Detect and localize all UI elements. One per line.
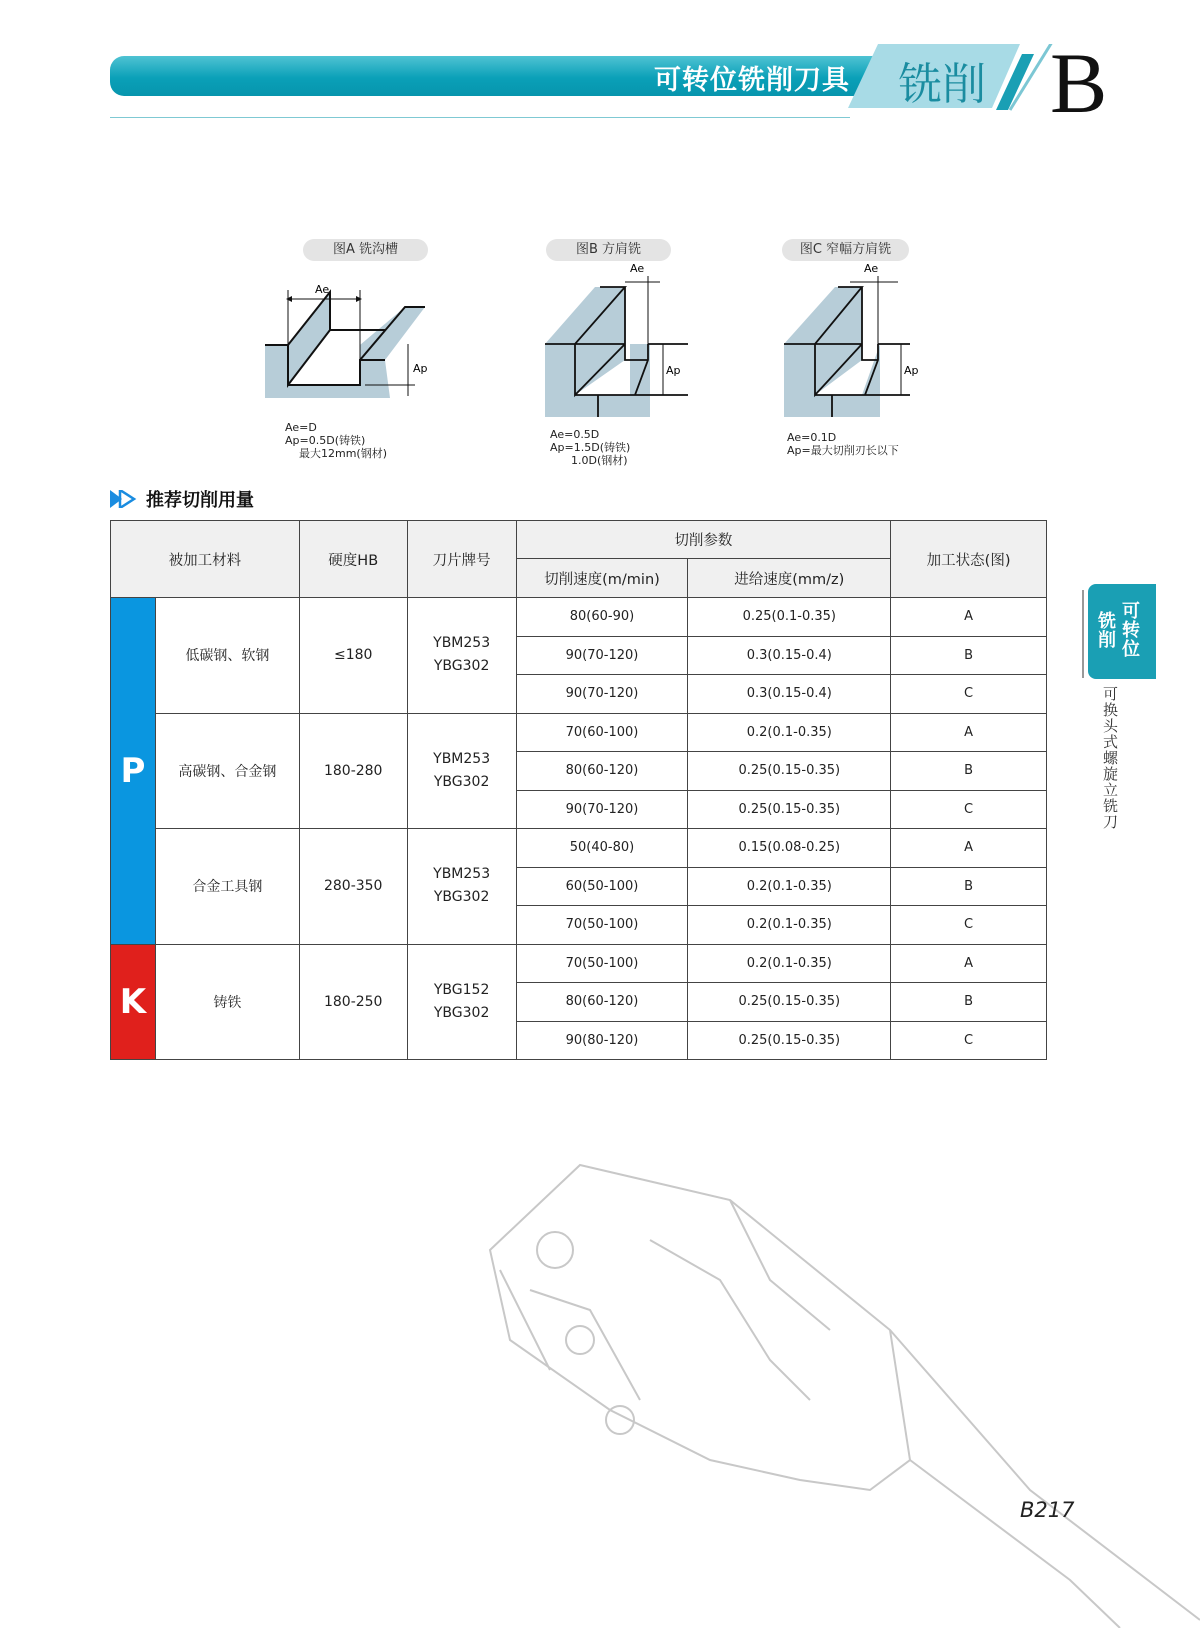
cutting-speed: 70(50-100) [516,944,688,983]
cutting-parameters-table [110,520,1047,1060]
feed-rate: 0.25(0.15-0.35) [688,790,891,829]
feed-rate: 0.3(0.15-0.4) [688,636,891,675]
machining-state: B [891,752,1047,791]
figure-b-ap-label: Ap [666,364,681,377]
table-row [111,713,1047,752]
insert-grade: YBM253 YBG302 [407,713,516,829]
side-tab-subtitle: 可换头式螺旋立铣刀 [1101,686,1119,830]
cutting-speed: 90(80-120) [516,1021,688,1060]
feed-rate: 0.25(0.15-0.35) [688,1021,891,1060]
section-letter: B [1050,35,1108,131]
side-tab[interactable] [1088,584,1156,679]
machining-state: C [891,1021,1047,1060]
header-divider [110,117,850,118]
figure-c-note: Ae=0.1D Ap=最大切削刃长以下 [787,431,899,457]
machining-state: B [891,867,1047,906]
cutting-speed: 60(50-100) [516,867,688,906]
feed-rate: 0.2(0.1-0.35) [688,906,891,945]
header-params: 切削参数 [516,521,891,559]
feed-rate: 0.3(0.15-0.4) [688,675,891,714]
insert-grade: YBG152 YBG302 [407,944,516,1060]
hardness-value: 180-250 [299,944,407,1060]
insert-grade: YBM253 YBG302 [407,829,516,945]
cutting-speed: 50(40-80) [516,829,688,868]
double-chevron-right-icon [110,490,138,508]
header-feed: 进给速度(mm/z) [688,559,891,598]
cutting-speed: 80(60-90) [516,598,688,637]
feed-rate: 0.15(0.08-0.25) [688,829,891,868]
header-speed: 切削速度(m/min) [516,559,688,598]
machining-state: C [891,675,1047,714]
figure-c-title: 图C 窄幅方肩铣 [782,239,909,261]
feed-rate: 0.2(0.1-0.35) [688,713,891,752]
feed-rate: 0.25(0.15-0.35) [688,752,891,791]
machining-state: A [891,598,1047,637]
cutting-speed: 90(70-120) [516,675,688,714]
figure-c-ap-label: Ap [904,364,919,377]
cutting-speed: 80(60-120) [516,983,688,1022]
side-tab-line2: 铣削 [1098,611,1116,651]
figure-a-title: 图A 铣沟槽 [303,239,428,261]
header-material: 被加工材料 [111,521,300,598]
material-name: 高碳钢、合金钢 [155,713,299,829]
machining-state: C [891,906,1047,945]
machining-state: A [891,944,1047,983]
milling-cutter-illustration [470,1160,1200,1628]
page-number: B217 [1020,1498,1075,1522]
cutting-speed: 80(60-120) [516,752,688,791]
side-tab-line1: 可转位 [1122,601,1140,660]
material-name: 合金工具钢 [155,829,299,945]
machining-state: A [891,829,1047,868]
machining-state: B [891,983,1047,1022]
insert-grade: YBM253 YBG302 [407,598,516,714]
figure-b-note: Ae=0.5D Ap=1.5D(铸铁) 1.0D(钢材) [550,428,631,467]
feed-rate: 0.2(0.1-0.35) [688,944,891,983]
machining-state: B [891,636,1047,675]
cutting-speed: 70(60-100) [516,713,688,752]
figure-b-title: 图B 方肩铣 [546,239,671,261]
header-tab-label: 铣削 [898,59,986,110]
header-hardness: 硬度HB [299,521,407,598]
figure-a-ap-label: Ap [413,362,428,375]
table-row [111,598,1047,637]
machining-state: A [891,713,1047,752]
material-group-letter: K [111,944,156,1060]
feed-rate: 0.25(0.15-0.35) [688,983,891,1022]
cutting-speed: 90(70-120) [516,636,688,675]
section-heading [110,486,254,512]
hardness-value: 280-350 [299,829,407,945]
header-state: 加工状态(图) [891,521,1047,598]
figure-c-diagram [780,262,920,422]
hardness-value: ≤180 [299,598,407,714]
table-row [111,829,1047,868]
material-name: 铸铁 [155,944,299,1060]
cutting-speed: 70(50-100) [516,906,688,945]
figure-b-diagram [540,262,690,422]
figure-a-note: Ae=D Ap=0.5D(铸铁) 最大12mm(钢材) [285,421,387,460]
figure-a-ae-label: Ae [315,283,330,296]
material-group-letter: P [111,598,156,945]
figure-a-diagram [255,270,435,405]
header-grade: 刀片牌号 [407,521,516,598]
table-row [111,944,1047,983]
cutting-speed: 90(70-120) [516,790,688,829]
section-title: 推荐切削用量 [146,490,254,511]
figure-c-ae-label: Ae [864,262,879,275]
header-title: 可转位铣削刀具 [654,65,850,96]
hardness-value: 180-280 [299,713,407,829]
feed-rate: 0.25(0.1-0.35) [688,598,891,637]
material-name: 低碳钢、软钢 [155,598,299,714]
figure-b-ae-label: Ae [630,262,645,275]
machining-state: C [891,790,1047,829]
feed-rate: 0.2(0.1-0.35) [688,867,891,906]
side-tab-marker [1082,590,1084,678]
